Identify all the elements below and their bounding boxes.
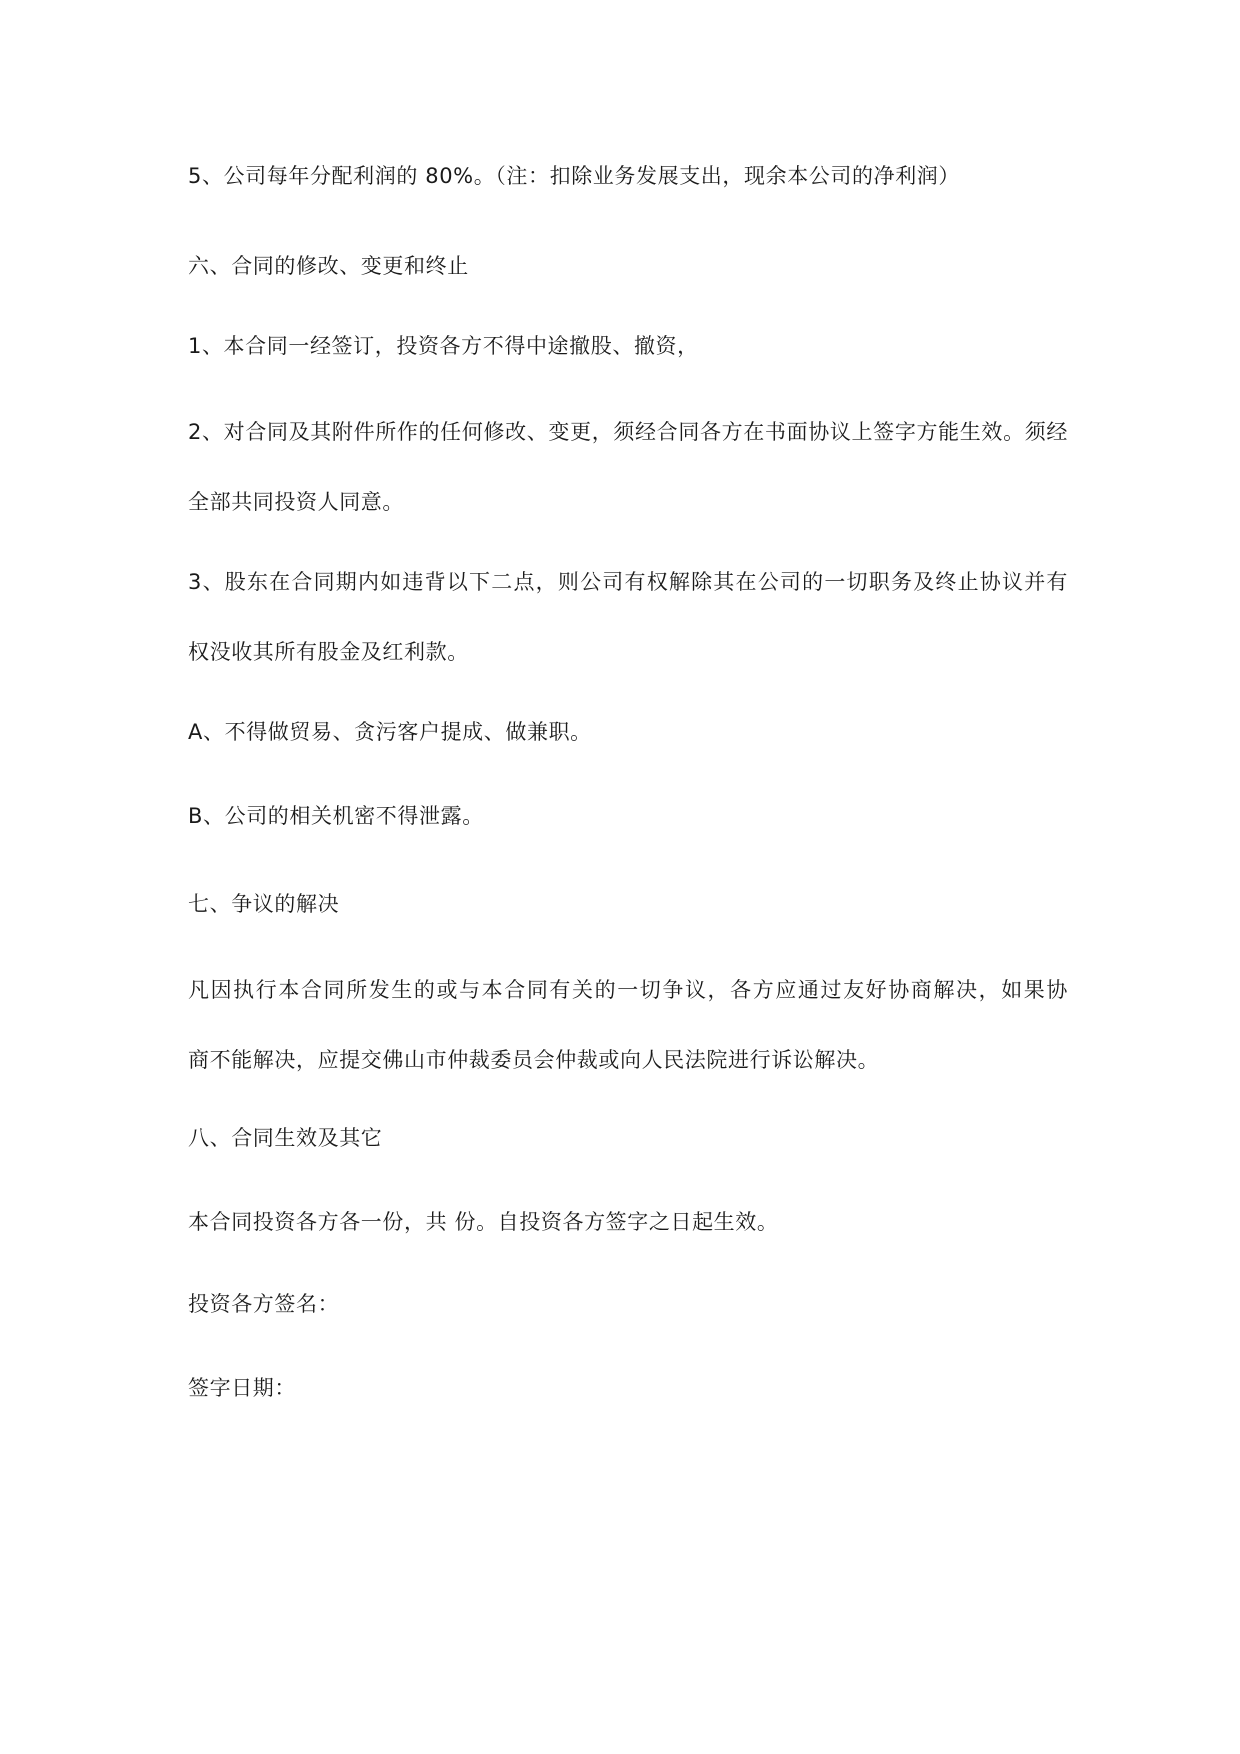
section-6-item-b: B、公司的相关机密不得泄露。 [188, 804, 484, 828]
section-6-heading: 六、合同的修改、变更和终止 [188, 254, 469, 278]
section-6-clause-3-line-1: 3、股东在合同期内如违背以下二点，则公司有权解除其在公司的一切职务及终止协议并有 [188, 570, 1068, 594]
section-6-clause-2-line-1: 2、对合同及其附件所作的任何修改、变更，须经合同各方在书面协议上签字方能生效。须经 [188, 420, 1068, 444]
clause-5-profit-distribution: 5、公司每年分配利润的 80%。（注：扣除业务发展支出，现余本公司的净利润） [188, 164, 961, 188]
section-8-heading: 八、合同生效及其它 [188, 1126, 383, 1150]
section-7-heading: 七、争议的解决 [188, 892, 340, 916]
section-6-clause-3-line-2: 权没收其所有股金及红利款。 [188, 640, 469, 664]
section-7-body-line-1: 凡因执行本合同所发生的或与本合同有关的一切争议，各方应通过友好协商解决，如果协 [188, 978, 1068, 1002]
section-6-item-a: A、不得做贸易、贪污客户提成、做兼职。 [188, 720, 592, 744]
section-6-clause-1: 1、本合同一经签订，投资各方不得中途撤股、撤资， [188, 334, 699, 358]
section-6-clause-2-line-2: 全部共同投资人同意。 [188, 490, 404, 514]
section-7-body-line-2: 商不能解决，应提交佛山市仲裁委员会仲裁或向人民法院进行诉讼解决。 [188, 1048, 880, 1072]
investor-signature-label: 投资各方签名： [188, 1292, 340, 1316]
signature-date-label: 签字日期： [188, 1376, 296, 1400]
section-8-body: 本合同投资各方各一份，共 份。自投资各方签字之日起生效。 [188, 1210, 779, 1234]
